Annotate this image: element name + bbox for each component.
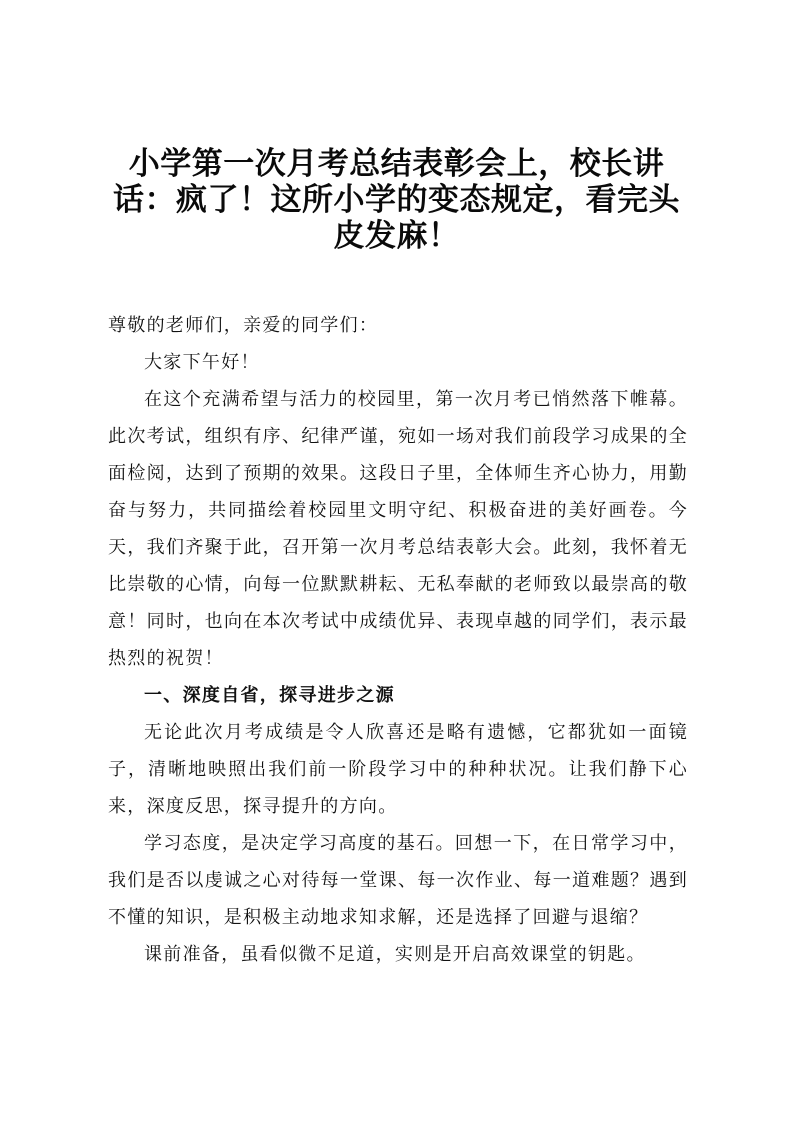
document-title: 小学第一次月考总结表彰会上，校长讲话：疯了！这所小学的变态规定，看完头皮发麻！ <box>113 146 680 254</box>
document-body <box>108 307 688 973</box>
section-heading: 一、深度自省，探寻进步之源 <box>144 685 395 706</box>
paragraph-intro: 在这个充满希望与活力的校园里，第一次月考已悄然落下帷幕。此次考试，组织有序、纪律严谨，宛如一场对我们前段学习成果的全面检阅，达到了预期的效果。这段日子里，全体师生齐心协力，用勤奋与努力，共同描绘着校园里文明守纪、积极奋进的美好画卷。今天，我们齐聚于此，召开第一次月考总结表彰大会。此刻，我怀着无比崇敬的心情，向每一位默默耕耘、无私奉献的老师致以最崇高的敬意！同时，也向在本次考试中成绩优异、表现卓越的同学们，表示最热烈的祝贺！ <box>108 389 688 669</box>
greeting: 大家下午好！ <box>144 352 260 373</box>
paragraph: 课前准备，虽看似微不足道，实则是开启高效课堂的钥匙。 <box>144 944 646 965</box>
paragraph: 学习态度，是决定学习高度的基石。回想一下，在日常学习中，我们是否以虔诚之心对待每一堂课、每一次作业、每一道难题？遇到不懂的知识，是积极主动地求知求解，还是选择了回避与退缩？ <box>108 833 688 928</box>
salutation: 尊敬的老师们，亲爱的同学们： <box>108 315 379 336</box>
paragraph: 无论此次月考成绩是令人欣喜还是略有遗憾，它都犹如一面镜子，清晰地映照出我们前一阶段学习中的种种状况。让我们静下心来，深度反思，探寻提升的方向。 <box>108 722 688 817</box>
